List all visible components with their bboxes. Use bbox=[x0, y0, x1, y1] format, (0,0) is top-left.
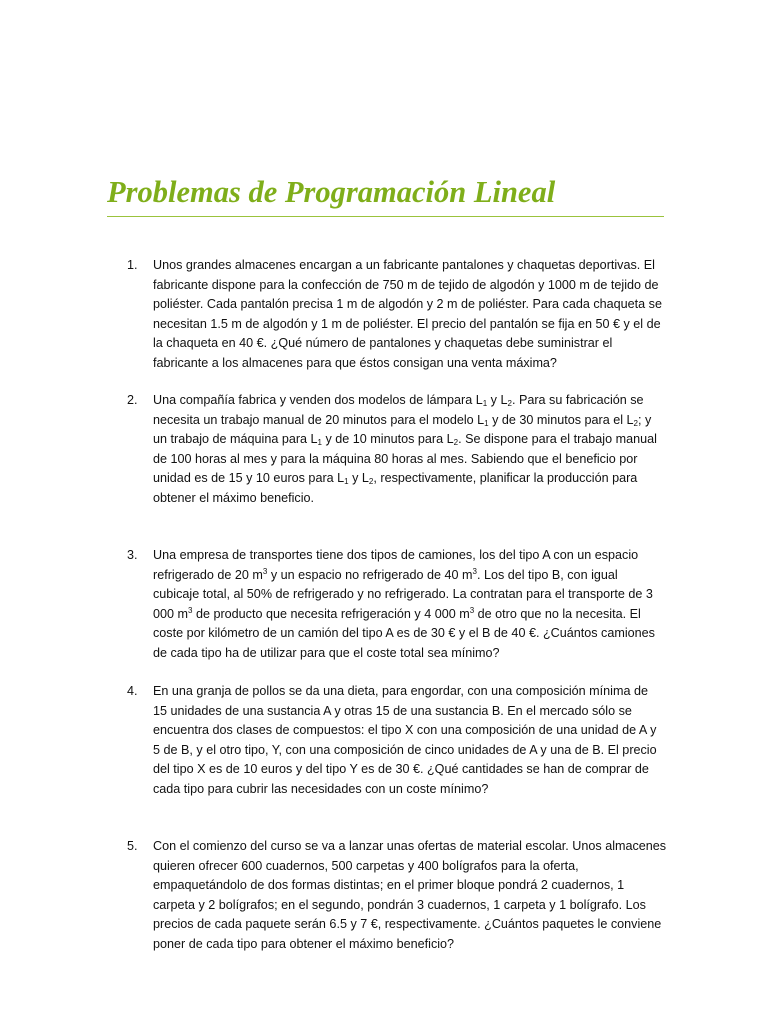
problem-number: 2. bbox=[127, 393, 138, 407]
problem-line: fabricante dispone para la confección de 750 m de tejido de algodón y 1000 m de tejido de bbox=[153, 277, 659, 292]
problem-line: unidad es de 15 y 10 euros para $L_1$ y $L_2$, respectivamente, planificar la producción para bbox=[153, 471, 638, 486]
problem-text bbox=[153, 837, 667, 954]
problem-line: obtener el máximo beneficio. bbox=[153, 490, 315, 505]
problem-line: necesitan 1.5 m de algodón y 1 m de poliéster. El precio del pantalón se fija en 50 € y el de bbox=[153, 316, 661, 331]
subscript: 2 bbox=[633, 418, 638, 428]
problem-line: Una empresa de transportes tiene dos tipos de camiones, los del tipo A con un espacio bbox=[153, 548, 639, 562]
problem-text bbox=[153, 391, 664, 508]
problem-line: Con el comienzo del curso se va a lanzar unas ofertas de material escolar. Unos almacenes bbox=[153, 839, 667, 853]
problem-line: coste por kilómetro de un camión del tipo A es de 30 € y el B de 40 €. ¿Cuántos camiones bbox=[153, 626, 655, 640]
problem-line: necesita un trabajo manual de 20 minutos para el modelo $L_1$ y de 30 minutos para el $L_2$; y bbox=[153, 412, 652, 428]
problem-line: del tipo X es de 10 euros y del tipo Y es de 30 €. ¿Qué cantidades se han de comprar de bbox=[153, 762, 649, 776]
problem-line: 5 de B, y el otro tipo, Y, con una composición de cinco unidades de A y una de B. El precio bbox=[153, 742, 657, 757]
subscript: 2 bbox=[453, 438, 459, 447]
problem-line: precios de cada paquete serán 6.5 y 7 €, respectivamente. ¿Cuántos paquetes le conviene bbox=[153, 917, 662, 931]
problem-line: 15 unidades de una sustancia A y otras 15 de una sustancia B. En el mercado sólo se bbox=[153, 703, 632, 718]
problem-line: carpeta y 2 bolígrafos; en el segundo, pondrán 3 cuadernos, 1 carpeta y 1 bolígrafo. Los bbox=[153, 897, 646, 912]
subscript: 1 bbox=[482, 399, 488, 408]
problem-line: poliéster. Cada pantalón precisa 1 m de algodón y 2 m de poliéster. Para cada chaqueta se bbox=[153, 297, 662, 311]
document-title: Problemas de Programación Lineal bbox=[107, 175, 556, 209]
problem-number: 5. bbox=[127, 839, 138, 853]
superscript: 3 bbox=[188, 605, 193, 615]
problem-text bbox=[153, 256, 664, 373]
problem-number: 4. bbox=[127, 684, 138, 698]
problem-number: 3. bbox=[127, 548, 138, 562]
subscript: 1 bbox=[344, 477, 349, 486]
problem-line: quieren ofrecer 600 cuadernos, 500 carpetas y 400 bolígrafos para la oferta, bbox=[153, 858, 579, 873]
problem-line: empaquetándolo de dos formas distintas; en el primer bloque pondrá 2 cuadernos, 1 bbox=[153, 878, 625, 892]
problem-line: encuentra dos clases de compuestos: el tipo X con una composición de una unidad de A y bbox=[153, 723, 657, 737]
problem-line: un trabajo de máquina para $L_1$ y de 10 minutos para $L_2$. Se dispone para el trabajo manual bbox=[153, 432, 657, 447]
problem-line: de cada tipo ha de utilizar para que el coste total sea mínimo? bbox=[153, 645, 500, 660]
problem-line: Una compañía fabrica y venden dos modelos de lámpara $L_1$ y $L_2$. Para su fabricación se bbox=[153, 393, 644, 408]
superscript: 3 bbox=[472, 566, 477, 576]
problem-line: poner de cada tipo para obtener el máximo beneficio? bbox=[153, 936, 455, 951]
subscript: 1 bbox=[484, 418, 489, 428]
problem-text bbox=[153, 682, 664, 799]
problem-number: 1. bbox=[127, 258, 138, 272]
problem-line: 000 $m^3$ de producto que necesita refrigeración y 4 000 $m^3$ de otro que no la necesita. El bbox=[153, 605, 641, 621]
problem-line: de 100 horas al mes y para la máquina 80 horas al mes. Sabiendo que el beneficio por bbox=[153, 451, 638, 466]
problem-line: fabricante a los almacenes para que éstos consigan una venta máxima? bbox=[153, 355, 557, 370]
title-underline bbox=[107, 216, 664, 217]
subscript: 2 bbox=[507, 399, 512, 408]
subscript: 2 bbox=[368, 477, 374, 486]
problem-text bbox=[153, 546, 664, 663]
problem-line: En una granja de pollos se da una dieta, para engordar, con una composición mínima de bbox=[153, 684, 648, 698]
problem-line: cubicaje total, al 50% de refrigerado y no refrigerado. La contratan para el transporte de 3 bbox=[153, 587, 653, 601]
superscript: 3 bbox=[262, 566, 268, 576]
problem-line: Unos grandes almacenes encargan a un fabricante pantalones y chaquetas deportivas. El bbox=[153, 258, 655, 272]
superscript: 3 bbox=[469, 605, 475, 615]
problem-line: la chaqueta en 40 €. ¿Qué número de pantalones y chaquetas debe suministrar el bbox=[153, 336, 613, 350]
problem-line: refrigerado de 20 $m^3$ y un espacio no refrigerado de 40 $m^3$. Los del tipo B, con igual bbox=[153, 566, 618, 582]
subscript: 1 bbox=[317, 438, 322, 447]
problem-line: cada tipo para cubrir las necesidades con un coste mínimo? bbox=[153, 781, 489, 796]
